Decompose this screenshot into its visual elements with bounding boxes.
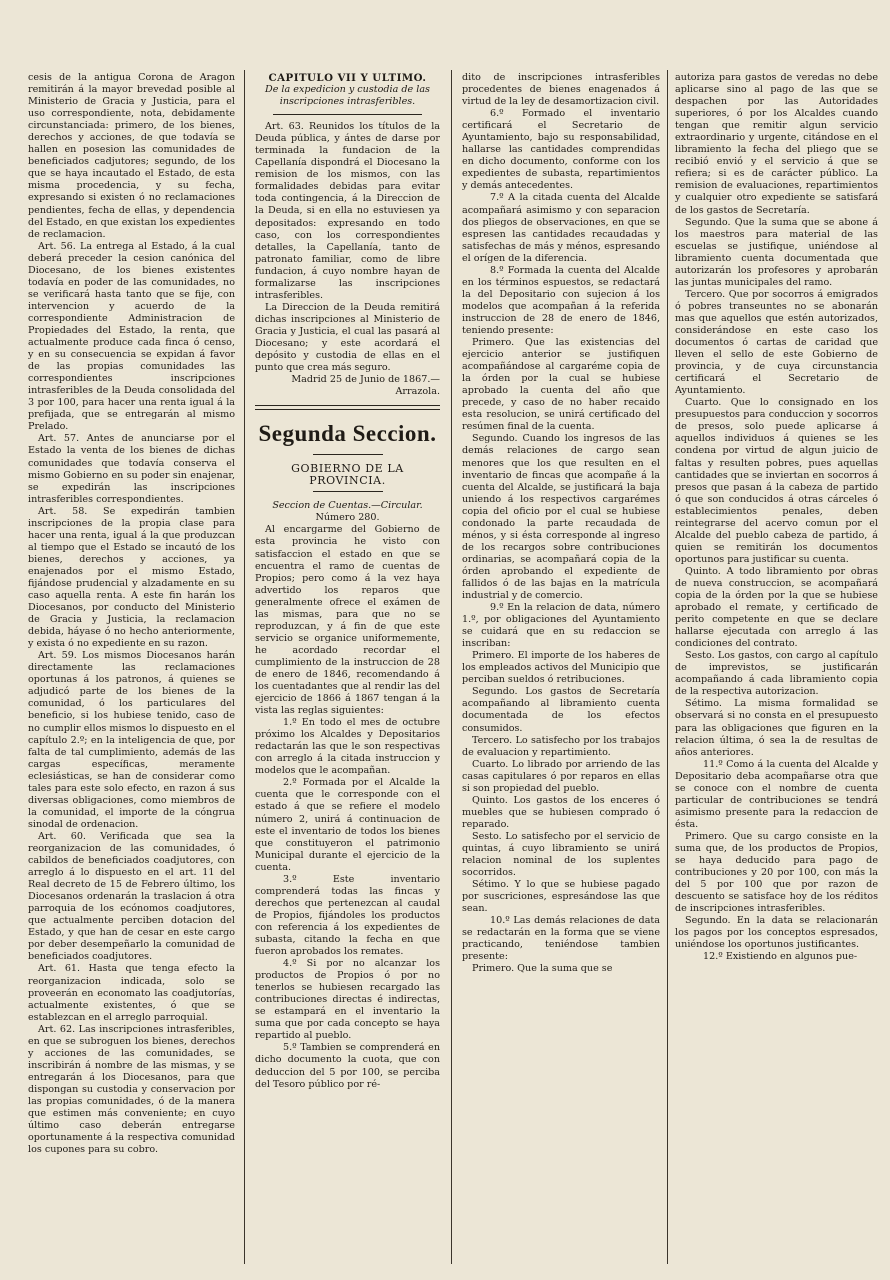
paragraph: Quinto. Los gastos de los enceres ó muebles que se hubiesen comprado ó reparado. (462, 794, 660, 830)
column-rule (667, 70, 668, 1264)
ornament-rule (313, 454, 383, 455)
numbered-rule: 3.º Este inventario comprenderá todas las fincas y derechos que pertenezcan al caudal de Propios, fijándoles los productos con referencia á los expedientes de subasta, citando la fecha en que fueron aprobados los remates. (255, 873, 440, 958)
numbered-rule: 7.º A la citada cuenta del Alcalde acompañará asimismo y con separacion dos pliegos de observaciones, en que se espresen las cantidades recaudadas y satisfechas de más y ménos, espresando el orígen de la diferencia. (462, 192, 660, 264)
numbered-rule: 6.º Formado el inventario certificará el Secretario de Ayuntamiento, bajo su responsabilidad, hallarse las cantidades comprendidas en dicho documento, conforme con los expedientes de subasta, repartimientos y demás antecedentes. (462, 108, 660, 192)
double-rule (255, 405, 440, 410)
centered-line: Número 280. (315, 512, 380, 524)
column-rule (451, 70, 452, 1264)
column-1 (28, 72, 235, 1262)
column-2 (255, 72, 440, 1262)
paragraph: Primero. Que la suma que se (472, 963, 613, 975)
paragraph: Primero. El importe de los haberes de los empleados activos del Municipio que perciban sueldos ó retribuciones. (462, 650, 660, 686)
paragraph: Primero. Que las existencias del ejercicio anterior se justifiquen acompañándose al cargaréme copia de la órden por la cual se hubiese aprobado la cuenta del año que precede, y caso de no haber recaido esta resolucion, se unirá certificado del resúmen final de la cuenta. (462, 337, 660, 433)
paragraph: Quinto. A todo libramiento por obras de nueva construccion, se acompañará copia de la órden por la que se hubiese aprobado el remate, y certificado de perito competente en que se declare hallarse ejecutada con arreglo á las condiciones del contrato. (675, 565, 878, 650)
paragraph: Segundo. Cuando los ingresos de las demás relaciones de cargo sean menores que los que resulten en el inventario de fincas que acompañe á la cuenta del Alcalde, se justificará la baja uniendo á los respectivos cargarémes copia del oficio por el cual se hubiese condonado la parte recaudada de ménos, y si ésta corresponde al ingreso de los recargos sobre contribuciones ordinarias, se acompañará copia de la órden aprobando el expediente de fallidos ó de las bajas en la matrícula industrial y de comercio. (462, 433, 660, 602)
paragraph: Sétimo. La misma formalidad se observará si no consta en el presupuesto para las obligaciones que figuren en la relacion última, ó sea la de resultas de años anteriores. (675, 698, 878, 758)
paragraph: Sesto. Lo satisfecho por el servicio de quintas, á cuyo libramiento se unirá relacion nominal de los suplentes socorridos. (462, 830, 660, 879)
numbered-rule: 12.º Existiendo en algunos pue- (703, 951, 858, 963)
paragraph: Art. 57. Antes de anunciarse por el Estado la venta de los bienes de dichas comunidades que todavía conserva el mismo Gobierno en su poder sin enajenar, se expedirán las inscripciones intrasferibles correspondientes. (28, 433, 235, 505)
government-heading: GOBIERNO DE LA PROVINCIA. (291, 462, 404, 488)
paragraph: Al encargarme del Gobierno de esta provincia he visto con satisfaccion el estado en que se encuentra el ramo de cuentas de Propios; pero como á la vez haya advertido los reparos que generalmente ofrece el exámen de las mismas, para que no se reproduzcan, y á fin de que este servicio se organice uniformemente, he acordado recordar el cumplimiento de la instruccion de 28 de enero de 1846, recomendando á los cuentadantes que al rendir las del ejercicio de 1866 á 1867 tengan á la vista las reglas siguientes: (255, 524, 440, 717)
paragraph: Art. 59. Los mismos Diocesanos harán directamente las reclamaciones oportunas á los patronos, á quienes se adjudicó parte de los bienes de la comunidad, ó los particulares del beneficio, si los hubiese tenido, caso de no cumplir ellos mismos lo dispuesto en el capítulo 2.º; en la inteligencia de que, por falta de tal cumplimiento, además de las cargas específicas, meramente eclesiásticas, se han de considerar como tales para este solo efecto, en razon á sus diversas obligaciones, como miembros de la comunidad, el importe de la cóngrua sinodal de ordenacion. (28, 650, 235, 830)
column-4 (675, 72, 878, 1262)
paragraph: cesis de la antigua Corona de Aragon remitirán á la mayor brevedad posible al Ministerio de Gracia y Justicia, para el uso correspondiente, nota, debidamente circunstanciada: primero, de los bienes, derechos y acciones, de que todavía se hallen en posesion las comunidades de beneficiados cadjutores; segundo, de los que se haya incautado el Estado, de esta misma procedencia, y su fecha, expresando si existen ó no reclamaciones pendientes, fecha de ellas, y dependencia del Estado, en que existan los expedientes de reclamacion. (28, 72, 235, 240)
paragraph: Art. 63. Reunidos los títulos de la Deuda pública, y ántes de darse por terminada la fundacion de la Capellanía dispondrá el Diocesano la remision de los mismos, con las formalidades debidas para evitar toda contingencia, á la Direccion de la Deuda, si en ella no estuviesen ya depositados: expresando en todo caso, con los correspondientes detalles, la Capellanía, tanto de patronato familiar, como de libre fundacion, á cuyo nombre hayan de formalizarse las inscripciones intrasferibles. (255, 121, 440, 301)
chapter-heading: CAPITULO VII Y ULTIMO. (268, 72, 427, 84)
column-3 (462, 72, 660, 1262)
section-title: Segunda Seccion. (258, 421, 437, 447)
paragraph: Primero. Que su cargo consiste en la suma que, de los productos de Propios, se haya deducido para pago de contribuciones y 20 por 100, con más la del 5 por 100 que por razon de descuento se satisface hoy de los réditos de inscripciones intrasferibles. (675, 830, 878, 915)
rule-line (273, 114, 422, 115)
column-rule (244, 70, 245, 1264)
italic-subheading: Seccion de Cuentas.—Circular. (272, 500, 423, 512)
paragraph: Tercero. Que por socorros á emigrados ó pobres transeuntes no se abonarán mas que aquellos que estén autorizados, considerándose en este caso los documentos ó cartas de caridad que lleven el sello de este Gobierno de provincia, y de cuya circunstancia certificará el Secretario de Ayuntamiento. (675, 288, 878, 397)
signature-line: Madrid 25 de Junio de 1867.—Arrazola. (291, 374, 440, 398)
paragraph: Art. 58. Se expedirán tambien inscripciones de la propia clase para hacer una renta, igual á la que produzcan al tiempo que el Estado se incautó de los bienes, derechos y acciones, ya enajenados por el mismo Estado, fijándose prudencial y alzadamente en su caso aquella renta. A este fin harán los Diocesanos, por conducto del Ministerio de Gracia y Justicia, la reclamacion debida, háyase ó no hecho anteriormente, y exista ó no expediente en su razon. (28, 505, 235, 650)
numbered-rule: 9.º En la relacion de data, número 1.º, por obligaciones del Ayuntamiento se cuidará que en su redaccion se inscriban: (462, 602, 660, 650)
paragraph: Tercero. Lo satisfecho por los trabajos de evaluacion y repartimiento. (462, 734, 660, 758)
ornament-rule (313, 491, 383, 492)
paragraph: Cuarto. Que lo consignado en los presupuestos para conduccion y socorros de presos, solo puede aplicarse á aquellos individuos á quienes se les condena por virtud de algun juicio de faltas y resulten pobres, pues aquellas cantidades que se inviertan en socorros á presos que pasan á la cabeza de partido ó que son conducidos á otras cárceles ó establecimientos penales, deben reintegrarse del acervo comun por el Alcalde del pueblo cabeza de partido, á quien se remitirán los documentos oportunos para justificar su cuenta. (675, 397, 878, 565)
paragraph: Segundo. Que la suma que se abone á los maestros para material de las escuelas se justifique, uniéndose al libramiento cuenta documentada que autorizarán los profesores y aprobarán las juntas municipales del ramo. (675, 216, 878, 288)
italic-subheading: De la expedicion y custodia de las inscripciones intrasferibles. (265, 84, 430, 108)
paragraph: Art. 56. La entrega al Estado, á la cual deberá preceder la cesion canónica del Diocesano, de los bienes existentes todavía en poder de las comunidades, no se verificará hasta tanto que se fije, con intervencion y acuerdo de la correspondiente Administracion de Propiedades del Estado, la renta, que actualmente produce cada finca ó censo, y en su consecuencia se expidan á favor de las propias comunidades las correspondientes inscripciones intrasferibles de la Deuda consolidada del 3 por 100, para hacer una renta igual á la prefijada, que se entregarán al mismo Prelado. (28, 240, 235, 433)
paragraph: Segundo. En la data se relacionarán los pagos por los conceptos espresados, uniéndose los oportunos justificantes. (675, 915, 878, 951)
paragraph: Cuarto. Lo librado por arriendo de las casas capitulares ó por reparos en ellas si son propiedad del pueblo. (462, 758, 660, 794)
numbered-rule: 8.º Formada la cuenta del Alcalde en los términos espuestos, se redactará la del Depositario con sujecion á los modelos que acompañan á la referida instruccion de 28 de enero de 1846, teniendo presente: (462, 264, 660, 336)
paragraph: Art. 60. Verificada que sea la reorganizacion de las comunidades, ó cabildos de beneficiados coadjutores, con arreglo á lo dispuesto en el art. 11 del Real decreto de 15 de Febrero último, los Diocesanos ordenarán la traslacion á otra parroquia de los ecónomos coadjutores, que actualmente perciben dotacion del Estado, y que han de cesar en este cargo por deber desempeñarlo la comunidad de beneficiados coadjutores. (28, 830, 235, 963)
numbered-rule: 2.º Formada por el Alcalde la cuenta que le corresponde con el estado á que se refiere el modelo número 2, unirá á continuacion de este el inventario de todos los bienes que constituyeron el patrimonio Municipal durante el ejercicio de la cuenta. (255, 777, 440, 873)
numbered-rule: 4.º Si por no alcanzar los productos de Propios ó por no tenerlos se hubiesen recargado las contribuciones directas é indirectas, se estampará en el inventario la suma que por cada concepto se haya repartido al pueblo. (255, 958, 440, 1042)
paragraph: Sesto. Los gastos, con cargo al capítulo de imprevistos, se justificarán acompañando á cada libramiento copia de la respectiva autorizacion. (675, 650, 878, 698)
paragraph: Sétimo. Y lo que se hubiese pagado por suscriciones, espresándose las que sean. (462, 879, 660, 915)
paragraph: Art. 61. Hasta que tenga efecto la reorganizacion indicada, solo se proveerán en economato las coadjutorías, actualmente existentes, ó que se establezcan en el arreglo parroquial. (28, 963, 235, 1023)
numbered-rule: 10.º Las demás relaciones de data se redactarán en la forma que se viene practicando, teniéndose tambien presente: (462, 915, 660, 963)
paragraph: La Direccion de la Deuda remitirá dichas inscripciones al Ministerio de Gracia y Justicia, el cual las pasará al Diocesano; y este acordará el depósito y custodia de ellas en el punto que crea más seguro. (255, 301, 440, 374)
numbered-rule: 11.º Como á la cuenta del Alcalde y Depositario deba acompañarse otra que se conoce con el nombre de cuenta particular de contribuciones se tendrá asimismo presente para la redaccion de ésta. (675, 758, 878, 830)
numbered-rule: 5.º Tambien se comprenderá en dicho documento la cuota, que con deduccion del 5 por 100, se perciba del Tesoro público por ré- (255, 1042, 440, 1090)
numbered-rule: 1.º En todo el mes de octubre próximo los Alcaldes y Depositarios redactarán las que le son respectivas con arreglo á la citada instruccion y modelos que le acompañan. (255, 717, 440, 777)
paragraph: dito de inscripciones intrasferibles procedentes de bienes enagenados á virtud de la ley de desamortizacion civil. (462, 72, 660, 108)
paragraph: autoriza para gastos de veredas no debe aplicarse sino al pago de las que se despachen por las Autoridades superiores, ó por los Alcaldes cuando tengan que remitir algun servicio extraordinario y urgente, citándose en el libramiento la fecha del pliego que se recibió envió y el servicio á que se refiera; si es de carácter público. La remision de evaluaciones, repartimientos y cualquier otro expediente se satisfará de los gastos de Secretaría. (675, 72, 878, 216)
paragraph: Art. 62. Las inscripciones intrasferibles, en que se subroguen los bienes, derechos y acciones de las comunidades, se inscribirán á nombre de las mismas, y se entregarán á los Diocesanos, para que dispongan su custodia y conservacion por las propias comunidades, ó de la manera que estimen más conveniente; en cuyo último caso deberán entregarse oportunamente á la respectiva comunidad los cupones para su cobro. (28, 1023, 235, 1156)
paragraph: Segundo. Los gastos de Secretaría acompañando al libramiento cuenta documentada de los efectos consumidos. (462, 686, 660, 734)
